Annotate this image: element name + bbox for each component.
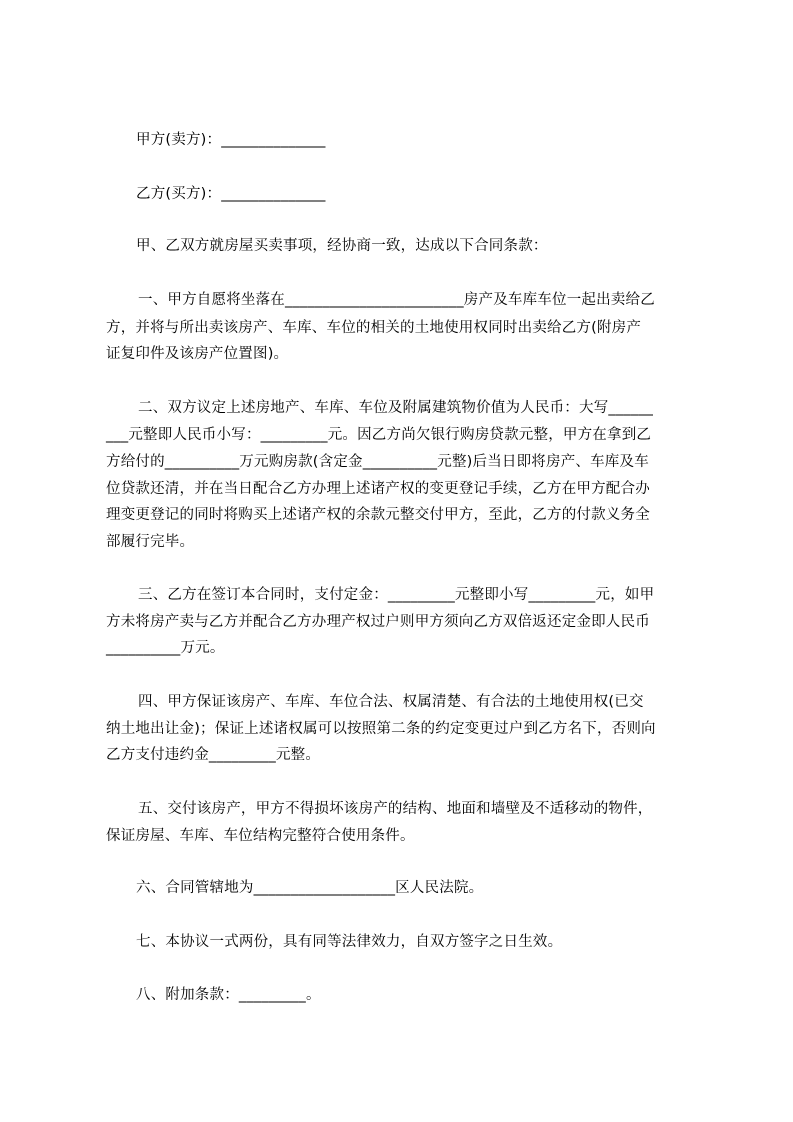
clause-2-line-4: 位贷款还清，并在当日配合乙方办理上述诸产权的变更登记手续，乙方在甲方配合办 bbox=[106, 481, 650, 497]
clause-3-line-3: __________万元。 bbox=[106, 640, 225, 656]
clause-2-line-6: 部履行完毕。 bbox=[106, 534, 195, 550]
clause-8-line: 八、附加条款：_________。 bbox=[136, 987, 321, 1003]
clause-5-line-2: 保证房屋、车库、车位结构完整符合使用条件。 bbox=[106, 828, 415, 844]
party-a-line: 甲方(卖方)：______________ bbox=[136, 132, 326, 148]
intro-line: 甲、乙双方就房屋买卖事项，经协商一致，达成以下合同条款： bbox=[136, 238, 548, 254]
clause-7-line: 七、本协议一式两份，具有同等法律效力，自双方签字之日生效。 bbox=[136, 934, 563, 950]
clause-1-line-2: 方，并将与所出卖该房产、车库、车位的相关的土地使用权同时出卖给乙方(附房产 bbox=[106, 320, 642, 336]
clause-4-line-1: 四、甲方保证该房产、车库、车位合法、权属清楚、有合法的土地使用权(已交 bbox=[138, 694, 644, 710]
clause-3-line-1: 三、乙方在签订本合同时，支付定金：_________元整即小写_________元，如甲 bbox=[138, 587, 655, 603]
clause-2-line-3: 方给付的__________万元购房款(含定金__________元整)后当日即将房产、车库及车 bbox=[106, 454, 649, 470]
party-b-line: 乙方(买方)：______________ bbox=[136, 186, 326, 202]
clause-2-line-2: ___元整即人民币小写：_________元。因乙方尚欠银行购房贷款元整，甲方在拿到乙 bbox=[106, 427, 652, 443]
clause-1-line-3: 证复印件及该房产位置图)。 bbox=[106, 346, 289, 362]
clause-3-line-2: 方未将房产卖与乙方并配合乙方办理产权过户则甲方须向乙方双倍返还定金即人民币 bbox=[106, 614, 650, 630]
clause-6-line: 六、合同管辖地为___________________区人民法院。 bbox=[136, 880, 484, 896]
clause-2-line-5: 理变更登记的同时将购买上述诸产权的余款元整交付甲方，至此，乙方的付款义务全 bbox=[106, 507, 650, 523]
clause-1-line-1: 一、甲方自愿将坐落在________________________房产及车库车位一起出卖给乙 bbox=[138, 292, 655, 308]
clause-4-line-3: 乙方支付违约金_________元整。 bbox=[106, 747, 321, 763]
clause-5-line-1: 五、交付该房产，甲方不得损坏该房产的结构、地面和墙壁及不适移动的物件， bbox=[138, 801, 653, 817]
clause-2-line-1: 二、双方议定上述房地产、车库、车位及附属建筑物价值为人民币：大写______ bbox=[138, 400, 654, 416]
clause-4-line-2: 纳土地出让金)；保证上述诸权属可以按照第二条的约定变更过户到乙方名下，否则向 bbox=[106, 721, 656, 737]
